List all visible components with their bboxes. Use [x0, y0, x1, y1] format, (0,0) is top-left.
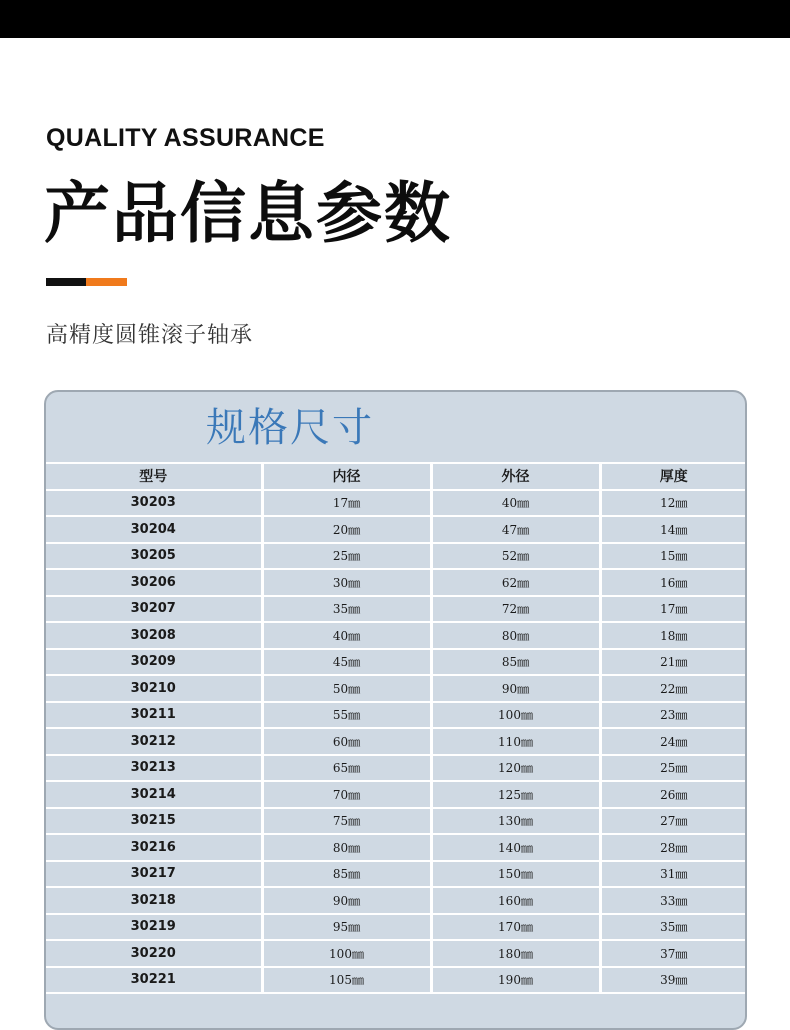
model-cell: 30212	[46, 728, 262, 755]
outer-diameter-cell: 180㎜	[431, 940, 600, 967]
table-row	[46, 808, 746, 835]
outer-diameter-cell: 80㎜	[431, 622, 600, 649]
model-cell: 30216	[46, 834, 262, 861]
inner-diameter-cell: 65㎜	[262, 755, 431, 782]
inner-diameter-cell: 60㎜	[262, 728, 431, 755]
thickness-cell: 27㎜	[600, 808, 746, 835]
table-header-row	[46, 463, 746, 490]
thickness-cell: 35㎜	[600, 914, 746, 941]
spec-title: 规格尺寸	[206, 405, 374, 451]
inner-diameter-cell: 50㎜	[262, 675, 431, 702]
table-row	[46, 967, 746, 994]
model-cell: 30203	[46, 490, 262, 517]
thickness-cell: 17㎜	[600, 596, 746, 623]
model-cell: 30214	[46, 781, 262, 808]
table-row	[46, 940, 746, 967]
inner-diameter-cell: 30㎜	[262, 569, 431, 596]
table-row	[46, 728, 746, 755]
outer-diameter-cell: 170㎜	[431, 914, 600, 941]
thickness-cell: 31㎜	[600, 861, 746, 888]
thickness-cell: 24㎜	[600, 728, 746, 755]
header-model: 型号	[46, 463, 262, 490]
outer-diameter-cell: 140㎜	[431, 834, 600, 861]
inner-diameter-cell: 100㎜	[262, 940, 431, 967]
inner-diameter-cell: 85㎜	[262, 861, 431, 888]
model-cell: 30218	[46, 887, 262, 914]
model-cell: 30219	[46, 914, 262, 941]
table-row	[46, 569, 746, 596]
outer-diameter-cell: 62㎜	[431, 569, 600, 596]
table-row	[46, 834, 746, 861]
thickness-cell: 12㎜	[600, 490, 746, 517]
outer-diameter-cell: 130㎜	[431, 808, 600, 835]
thickness-cell: 25㎜	[600, 755, 746, 782]
inner-diameter-cell: 70㎜	[262, 781, 431, 808]
spec-card	[44, 390, 747, 1030]
thickness-cell: 33㎜	[600, 887, 746, 914]
thickness-cell: 18㎜	[600, 622, 746, 649]
outer-diameter-cell: 52㎜	[431, 543, 600, 570]
outer-diameter-cell: 160㎜	[431, 887, 600, 914]
model-cell: 30205	[46, 543, 262, 570]
thickness-cell: 14㎜	[600, 516, 746, 543]
model-cell: 30221	[46, 967, 262, 994]
thickness-cell: 21㎜	[600, 649, 746, 676]
inner-diameter-cell: 95㎜	[262, 914, 431, 941]
header-inner-diameter: 内径	[262, 463, 431, 490]
thickness-cell: 26㎜	[600, 781, 746, 808]
inner-diameter-cell: 25㎜	[262, 543, 431, 570]
inner-diameter-cell: 80㎜	[262, 834, 431, 861]
outer-diameter-cell: 190㎜	[431, 967, 600, 994]
top-bar	[0, 0, 790, 38]
outer-diameter-cell: 47㎜	[431, 516, 600, 543]
thickness-cell: 22㎜	[600, 675, 746, 702]
table-row	[46, 596, 746, 623]
thickness-cell: 15㎜	[600, 543, 746, 570]
outer-diameter-cell: 125㎜	[431, 781, 600, 808]
model-cell: 30210	[46, 675, 262, 702]
model-cell: 30204	[46, 516, 262, 543]
model-cell: 30217	[46, 861, 262, 888]
outer-diameter-cell: 40㎜	[431, 490, 600, 517]
header-outer-diameter: 外径	[431, 463, 600, 490]
table-row	[46, 675, 746, 702]
accent-bar-black	[46, 278, 86, 286]
table-row	[46, 490, 746, 517]
outer-diameter-cell: 120㎜	[431, 755, 600, 782]
outer-diameter-cell: 85㎜	[431, 649, 600, 676]
inner-diameter-cell: 35㎜	[262, 596, 431, 623]
model-cell: 30209	[46, 649, 262, 676]
thickness-cell: 39㎜	[600, 967, 746, 994]
spec-table	[46, 462, 746, 994]
table-row	[46, 543, 746, 570]
outer-diameter-cell: 110㎜	[431, 728, 600, 755]
thickness-cell: 16㎜	[600, 569, 746, 596]
table-row	[46, 914, 746, 941]
inner-diameter-cell: 55㎜	[262, 702, 431, 729]
inner-diameter-cell: 17㎜	[262, 490, 431, 517]
table-row	[46, 887, 746, 914]
model-cell: 30215	[46, 808, 262, 835]
table-row	[46, 649, 746, 676]
model-cell: 30207	[46, 596, 262, 623]
page-title: 产品信息参数	[44, 175, 452, 252]
thickness-cell: 28㎜	[600, 834, 746, 861]
model-cell: 30213	[46, 755, 262, 782]
inner-diameter-cell: 90㎜	[262, 887, 431, 914]
model-cell: 30208	[46, 622, 262, 649]
outer-diameter-cell: 100㎜	[431, 702, 600, 729]
outer-diameter-cell: 150㎜	[431, 861, 600, 888]
model-cell: 30211	[46, 702, 262, 729]
table-row	[46, 861, 746, 888]
thickness-cell: 37㎜	[600, 940, 746, 967]
inner-diameter-cell: 45㎜	[262, 649, 431, 676]
inner-diameter-cell: 75㎜	[262, 808, 431, 835]
model-cell: 30206	[46, 569, 262, 596]
inner-diameter-cell: 20㎜	[262, 516, 431, 543]
table-row	[46, 516, 746, 543]
inner-diameter-cell: 40㎜	[262, 622, 431, 649]
model-cell: 30220	[46, 940, 262, 967]
inner-diameter-cell: 105㎜	[262, 967, 431, 994]
outer-diameter-cell: 90㎜	[431, 675, 600, 702]
accent-bar-orange	[86, 278, 127, 286]
table-row	[46, 781, 746, 808]
section-eyebrow: QUALITY ASSURANCE	[46, 124, 325, 152]
table-row	[46, 622, 746, 649]
table-row	[46, 755, 746, 782]
outer-diameter-cell: 72㎜	[431, 596, 600, 623]
header-thickness: 厚度	[600, 463, 746, 490]
table-row	[46, 702, 746, 729]
thickness-cell: 23㎜	[600, 702, 746, 729]
product-subtitle: 高精度圆锥滚子轴承	[46, 323, 254, 348]
